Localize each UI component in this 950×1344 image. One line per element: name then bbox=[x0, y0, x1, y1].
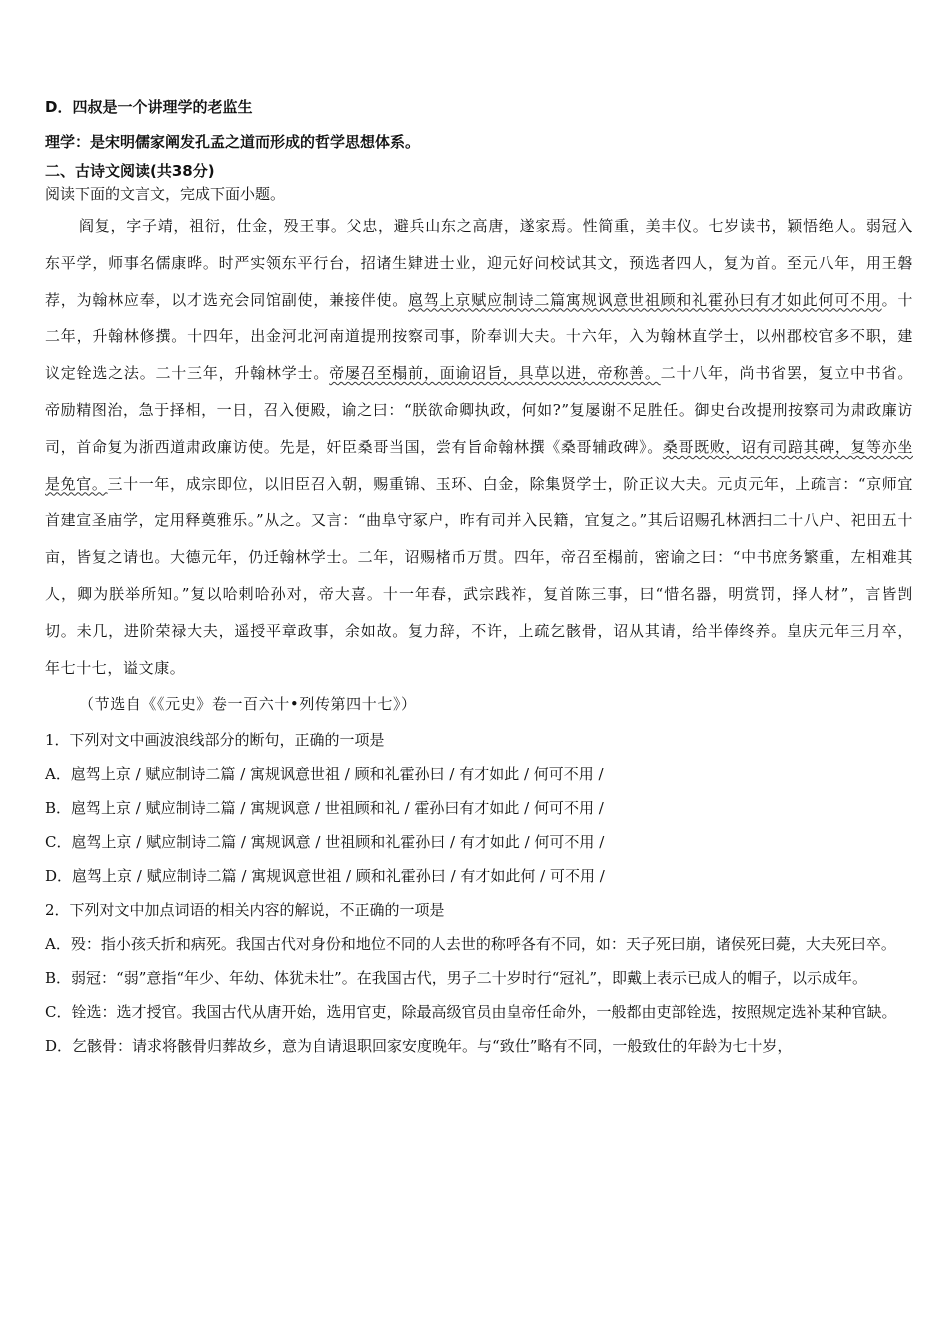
passage-part-1: 阎复，字子靖，祖衍，仕金，殁王事。父忠，避兵山东之高唐，遂家焉。性简重，美丰仪。七岁读书，颖悟绝人。弱冠入东平学，师事名儒康晔。时严实领东平行台，招诸生肄进士业，迎元好问校试其文，预选者四人，复为首。至元八年，用王磐荐，为翰林应奉，以才选充会同馆副使，兼接伴使。 bbox=[45, 217, 913, 309]
option-d-line: D．四叔是一个讲理学的老监生 bbox=[45, 98, 253, 116]
question-2-option-b: B．弱冠：“弱”意指“年少、年幼、体犹未壮”。在我国古代，男子二十岁时行“冠礼”，即戴上表示已成人的帽子，以示成年。 bbox=[45, 969, 868, 988]
underlined-sentence-1: 帝屡召至榻前，面谕诏旨，具草以进，帝称善。 bbox=[329, 364, 661, 383]
reading-instruction: 阅读下面的文言文，完成下面小题。 bbox=[45, 185, 286, 203]
question-1-option-d: D．扈驾上京 / 赋应制诗二篇 / 寓规讽意世祖 / 顾和礼霍孙曰 / 有才如此何 / 可不用 / bbox=[45, 867, 605, 886]
question-2-option-d: D．乞骸骨：请求将骸骨归葬故乡，意为自请退职回家安度晚年。与“致仕”略有不同，一般致仕的年龄为七十岁， bbox=[45, 1037, 793, 1056]
passage-text bbox=[45, 208, 913, 686]
section-heading: 二、古诗文阅读(共38分) bbox=[45, 162, 215, 180]
question-1-option-a: A．扈驾上京 / 赋应制诗二篇 / 寓规讽意世祖 / 顾和礼霍孙曰 / 有才如此 / 何可不用 / bbox=[45, 765, 604, 784]
question-2-stem: 2．下列对文中加点词语的相关内容的解说，不正确的一项是 bbox=[45, 901, 445, 920]
question-1-option-b: B．扈驾上京 / 赋应制诗二篇 / 寓规讽意 / 世祖顾和礼 / 霍孙曰有才如此 / 何可不用 / bbox=[45, 799, 604, 818]
passage-part-2: 。十二年，升翰林修撰。十四年，出金河北河南道提刑按察司事，阶奉训大夫。十六年，入为翰林直学士，以州郡校官多不职，建议定铨选之法。二十三年，升翰林学士。 bbox=[45, 290, 913, 383]
passage-source: （节选自《《元史》卷一百六十•列传第四十七》） bbox=[79, 695, 417, 714]
question-1-option-c: C．扈驾上京 / 赋应制诗二篇 / 寓规讽意 / 世祖顾和礼霍孙曰 / 有才如此 / 何可不用 / bbox=[45, 833, 605, 852]
question-1-stem: 1．下列对文中画波浪线部分的断句，正确的一项是 bbox=[45, 731, 385, 750]
document-page bbox=[45, 96, 913, 1063]
question-2-option-a: A．殁：指小孩夭折和病死。我国古代对身份和地位不同的人去世的称呼各有不同，如：天子死曰崩，诸侯死曰薨，大夫死曰卒。 bbox=[45, 935, 896, 954]
passage-part-4: 三十一年，成宗即位，以旧臣召入朝，赐重锦、玉环、白金，除集贤学士，阶正议大夫。元贞元年，上疏言：“京师宜首建宣圣庙学，定用释奠雅乐。”从之。又言：“曲阜守冢户，昨有司并入民籍，宜复之。”其后诏赐孔林洒扫二十八户、祀田五十亩，皆复之请也。大德元年，仍迁翰林学士。二年，诏赐楮币万贯。四年，帝召至榻前，密谕之曰：“中书庶务繁重，左相难其人，卿为朕举所知。”复以哈剌哈孙对，帝大喜。十一年春，武宗践祚，复首陈三事，曰“惜名器，明赏罚，择人材”，言皆剀切。未几，进阶荣禄大夫，遥授平章政事，余如故。复力辞，不许，上疏乞骸骨，诏从其请，给半俸终养。皇庆元年三月卒，年七十七，谥文康。 bbox=[45, 474, 913, 677]
underlined-sentence-2: 桑哥既败，诏有司踣其碑，复等亦坐是免官。 bbox=[45, 437, 913, 493]
passage-part-3: 二十八年，尚书省罢，复立中书省。帝励精图治，急于择相，一日，召入便殿，谕之曰：“朕欲命卿执政，何如?”复屡谢不足胜任。御史台改提刑按察司为肃政廉访司，首命复为浙西道肃政廉访使。先是，奸臣桑哥当国，尝有旨命翰林撰《桑哥辅政碑》。 bbox=[45, 364, 913, 456]
question-2-option-c: C．铨选：选才授官。我国古代从唐开始，选用官吏，除最高级官员由皇帝任命外，一般都由吏部铨选，按照规定选补某种官缺。 bbox=[45, 1003, 897, 1022]
wavy-underlined-sentence: 扈驾上京赋应制诗二篇寓规讽意世祖顾和礼霍孙曰有才如此何可不用 bbox=[408, 290, 882, 309]
lixue-note: 理学：是宋明儒家阐发孔孟之道而形成的哲学思想体系。 bbox=[45, 133, 421, 151]
